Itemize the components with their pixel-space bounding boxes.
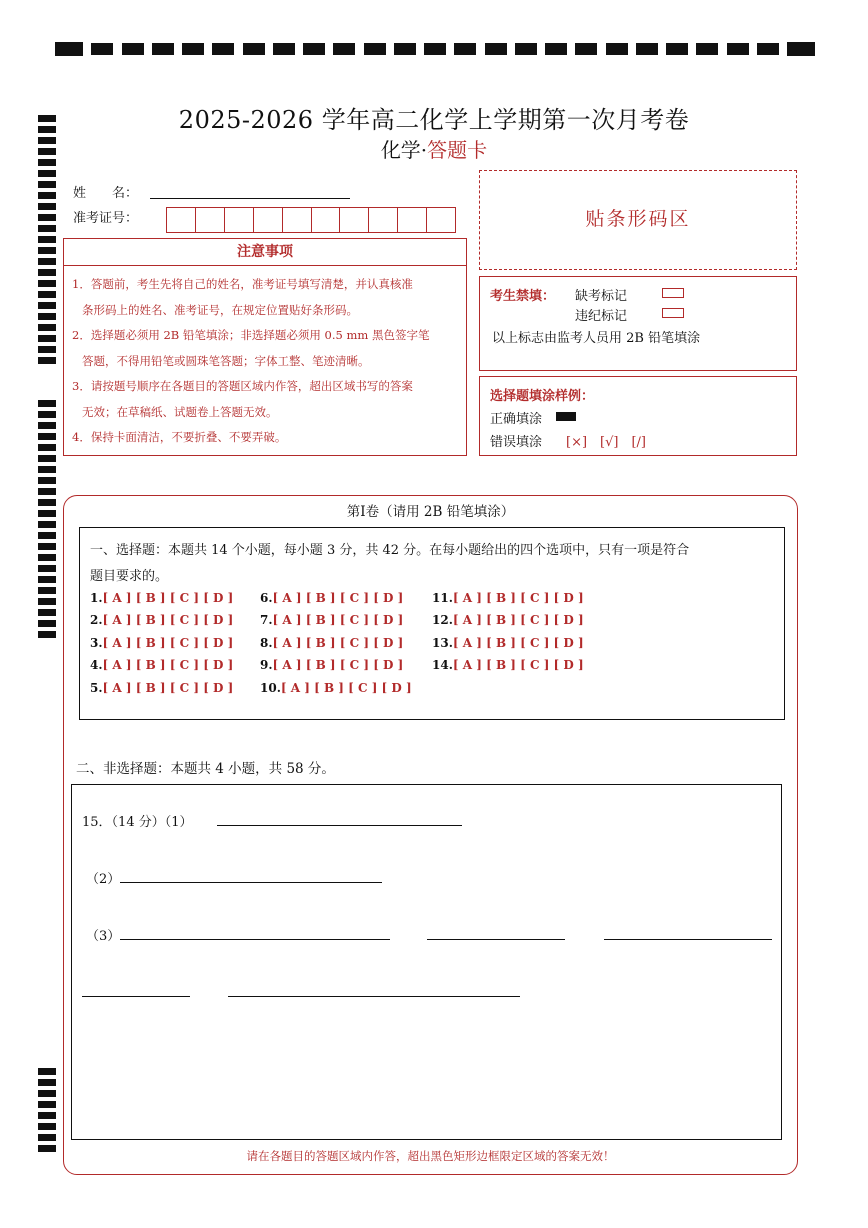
mc-question-7[interactable]: 7.[ A ] [ B ] [ C ] [ D ] — [260, 613, 404, 627]
name-field[interactable] — [150, 198, 350, 199]
side-timing-marks-bottom — [38, 1068, 56, 1156]
wrong-fill-marks: [×] [√] [/] — [566, 435, 646, 450]
question-15-box — [71, 784, 782, 1140]
fill-sample-panel — [479, 376, 797, 456]
notice-item: 1．答题前，考生先将自己的姓名，准考证号填写清楚，并认真核准 — [72, 277, 413, 291]
side-timing-marks-middle — [38, 400, 56, 642]
top-timing-marks — [55, 42, 815, 56]
mc-intro-line1: 一、选择题：本题共 14 个小题，每小题 3 分，共 42 分。在每小题给出的四个选项中，只有一项是符合 — [90, 543, 690, 558]
notice-item: 2．选择题必须用 2B 铅笔填涂；非选择题必须用 0.5 mm 黑色签字笔 — [72, 328, 430, 342]
notice-item: 4．保持卡面清洁，不要折叠、不要弄破。 — [72, 430, 287, 444]
forbid-note: 以上标志由监考人员用 2B 铅笔填涂 — [492, 331, 701, 346]
page-subtitle — [0, 134, 868, 163]
mc-question-1[interactable]: 1.[ A ] [ B ] [ C ] [ D ] — [90, 591, 234, 605]
q15-answer-line[interactable] — [120, 939, 390, 940]
mc-question-5[interactable]: 5.[ A ] [ B ] [ C ] [ D ] — [90, 681, 234, 695]
notice-item: 3．请按题号顺序在各题目的答题区域内作答，超出区域书写的答案 — [72, 379, 413, 393]
notice-item: 条形码上的姓名、准考证号，在规定位置贴好条形码。 — [82, 302, 358, 317]
multiple-choice-box — [79, 527, 785, 720]
id-number-boxes[interactable] — [166, 207, 456, 233]
mc-question-4[interactable]: 4.[ A ] [ B ] [ C ] [ D ] — [90, 658, 234, 672]
q15-answer-line[interactable] — [228, 996, 520, 997]
subtitle-prefix: 化学· — [380, 138, 428, 162]
page-title: 2025-2026 学年高二化学上学期第一次月考卷 — [178, 106, 690, 134]
notice-panel — [63, 238, 467, 456]
q15-part2-label: （2） — [86, 872, 121, 887]
forbid-label: 考生禁填： — [490, 289, 556, 304]
nonmc-title: 二、非选择题：本题共 4 小题，共 58 分。 — [76, 761, 335, 777]
barcode-area: 贴条形码区 — [479, 170, 797, 270]
notice-item: 无效；在草稿纸、试题卷上答题无效。 — [82, 404, 278, 419]
q15-answer-line[interactable] — [604, 939, 772, 940]
mc-question-10[interactable]: 10.[ A ] [ B ] [ C ] [ D ] — [260, 681, 412, 695]
correct-fill-label: 正确填涂 — [490, 412, 543, 427]
violation-mark-label: 违纪标记 — [575, 309, 628, 324]
q15-answer-line[interactable] — [217, 825, 462, 826]
q15-answer-line[interactable] — [427, 939, 565, 940]
notice-heading: 注意事项 — [64, 239, 466, 266]
mc-intro-line2: 题目要求的。 — [90, 569, 169, 584]
correct-fill-swatch — [556, 412, 576, 421]
mc-question-2[interactable]: 2.[ A ] [ B ] [ C ] [ D ] — [90, 613, 234, 627]
mc-question-9[interactable]: 9.[ A ] [ B ] [ C ] [ D ] — [260, 658, 404, 672]
mc-question-3[interactable]: 3.[ A ] [ B ] [ C ] [ D ] — [90, 636, 234, 650]
absent-mark-label: 缺考标记 — [575, 289, 628, 304]
q15-answer-line[interactable] — [82, 996, 190, 997]
examinee-forbidden-panel — [479, 276, 797, 371]
name-label: 姓 名： — [73, 186, 139, 201]
part1-title: 第Ⅰ卷（请用 2B 铅笔填涂） — [346, 504, 515, 520]
mc-question-13[interactable]: 13.[ A ] [ B ] [ C ] [ D ] — [432, 636, 584, 650]
footer-warning: 请在各题目的答题区域内作答，超出黑色矩形边框限定区域的答案无效！ — [246, 1149, 615, 1163]
sample-title: 选择题填涂样例： — [490, 389, 595, 404]
mc-question-12[interactable]: 12.[ A ] [ B ] [ C ] [ D ] — [432, 613, 584, 627]
violation-mark-box[interactable] — [662, 305, 684, 320]
subtitle-main: 答题卡 — [427, 138, 488, 162]
id-label: 准考证号： — [73, 211, 139, 226]
wrong-fill-label: 错误填涂 — [490, 435, 543, 450]
q15-head: 15．（14 分）（1） — [82, 815, 193, 830]
absent-mark-box[interactable] — [662, 285, 684, 300]
mc-question-8[interactable]: 8.[ A ] [ B ] [ C ] [ D ] — [260, 636, 404, 650]
notice-item: 答题，不得用铅笔或圆珠笔答题；字体工整、笔迹清晰。 — [82, 353, 370, 368]
q15-answer-line[interactable] — [120, 882, 382, 883]
q15-part3-label: （3） — [86, 929, 121, 944]
mc-question-6[interactable]: 6.[ A ] [ B ] [ C ] [ D ] — [260, 591, 404, 605]
mc-question-11[interactable]: 11.[ A ] [ B ] [ C ] [ D ] — [432, 591, 584, 605]
mc-question-14[interactable]: 14.[ A ] [ B ] [ C ] [ D ] — [432, 658, 584, 672]
